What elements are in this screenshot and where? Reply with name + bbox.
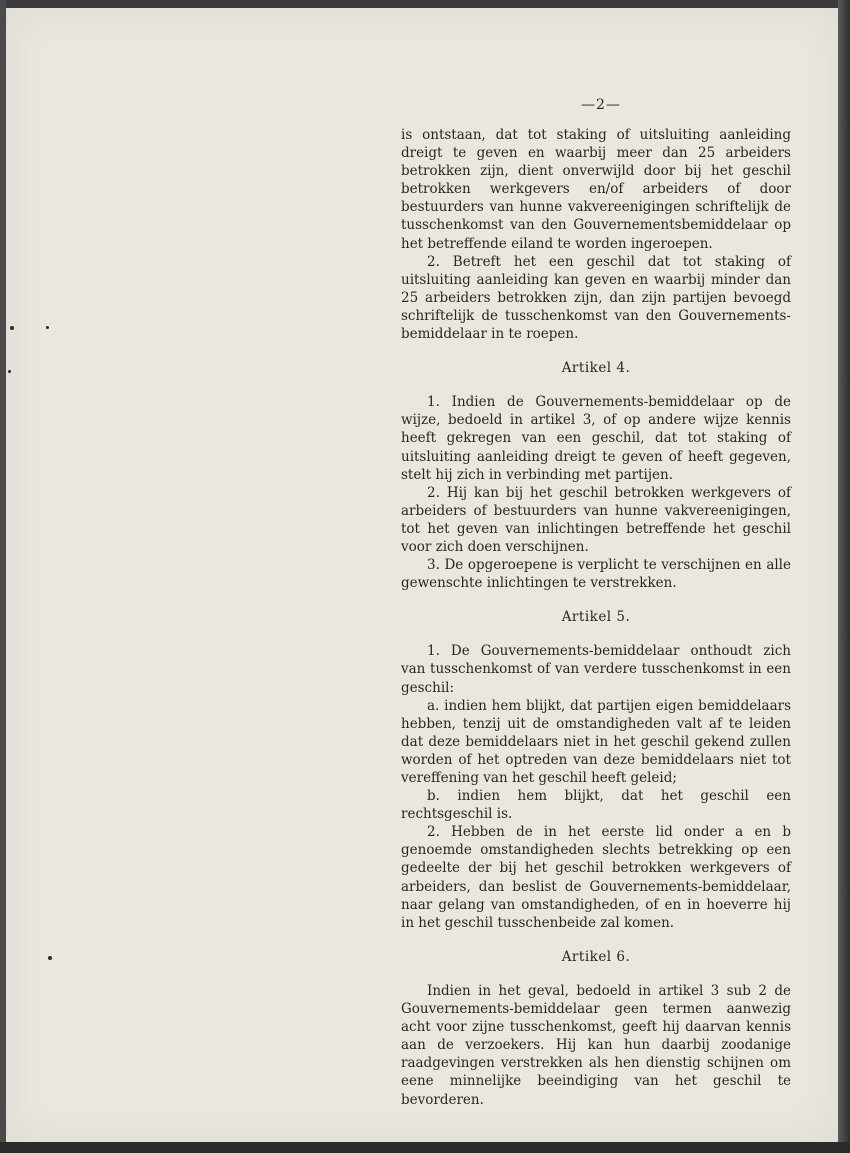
page-right-edge bbox=[838, 0, 850, 1153]
paragraph: Indien in het geval, bedoeld in artikel 3 sub 2 de Gouvernements-bemiddelaar geen termen aanwezig acht voor zijne tusschenkomst, geeft hij daarvan kennis aan de verzoekers. Hij kan hun daarbij zoodanige raadgevingen verstrekken als hen dienstig schijnen om eene minnelijke beeindiging van het geschil te bevorderen. bbox=[401, 982, 791, 1108]
paragraph: 1. De Gouvernements-bemiddelaar onthoudt zich van tusschenkomst of van verdere tusschenkomst in een geschil: bbox=[401, 643, 791, 696]
paragraph: 3. De opgeroepene is verplicht te verschijnen en alle gewenschte inlichtingen te verstrekken. bbox=[401, 557, 791, 592]
page-number: —2— bbox=[581, 97, 621, 113]
article-heading: Artikel 6. bbox=[561, 948, 631, 965]
paragraph: 2. Hebben de in het eerste lid onder a en b genoemde omstandigheden slechts betrekking op een gedeelte der bij het geschil betrokken werkgevers of arbeiders, dan beslist de Gouvernements-bemiddelaar, naar gelang van omstandigheden, of en in hoeverre hij in het geschil tusschenbeide zal komen. bbox=[401, 824, 791, 931]
paragraph: b. indien hem blijkt, dat het geschil een rechtsgeschil is. bbox=[401, 788, 791, 823]
page-bottom-edge bbox=[0, 1142, 850, 1153]
article-heading: Artikel 4. bbox=[561, 360, 631, 377]
document-page bbox=[6, 8, 838, 1142]
margin-speck bbox=[10, 326, 14, 330]
text-column bbox=[401, 96, 791, 1109]
paragraph: is ontstaan, dat tot staking of uitsluiting aanleiding dreigt te geven en waarbij meer dan 25 arbeiders betrokken zijn, dient onverwijld door bij het geschil betrokken werkgevers en/of arbeiders of door bestuurders van hunne vakvereenigingen schriftelijk de tusschenkomst van den Gouvernementsbemiddelaar op het betreffende eiland te worden ingeroepen. bbox=[401, 127, 791, 252]
paragraph: 2. Hij kan bij het geschil betrokken werkgevers of arbeiders of bestuurders van hunne vakvereenigingen, tot het geven van inlichtingen betreffende het geschil voor zich doen verschijnen. bbox=[401, 484, 791, 555]
paragraph: 1. Indien de Gouvernements-bemiddelaar op de wijze, bedoeld in artikel 3, of op andere wijze kennis heeft gekregen van een geschil, dat tot staking of uitsluiting aanleiding dreigt te geven of heeft gegeven, stelt hij zich in verbinding met partijen. bbox=[401, 394, 791, 483]
margin-speck bbox=[8, 370, 11, 373]
margin-speck bbox=[48, 956, 52, 960]
article-heading: Artikel 5. bbox=[561, 609, 631, 626]
paragraph: 2. Betreft het een geschil dat tot staking of uitsluiting aanleiding kan geven en waarbij minder dan 25 arbeiders betrokken zijn, dan zijn partijen bevoegd schriftelijk de tusschenkomst van den Gouvernements-bemiddelaar in te roepen. bbox=[401, 253, 791, 343]
margin-speck bbox=[46, 326, 49, 329]
paragraph: a. indien hem blijkt, dat partijen eigen bemiddelaars hebben, tenzij uit de omstandigheden valt af te leiden dat deze bemiddelaars niet in het geschil gekend zullen worden of het optreden van deze bemiddelaars niet tot vereffening van het geschil heeft geleid; bbox=[401, 697, 791, 786]
